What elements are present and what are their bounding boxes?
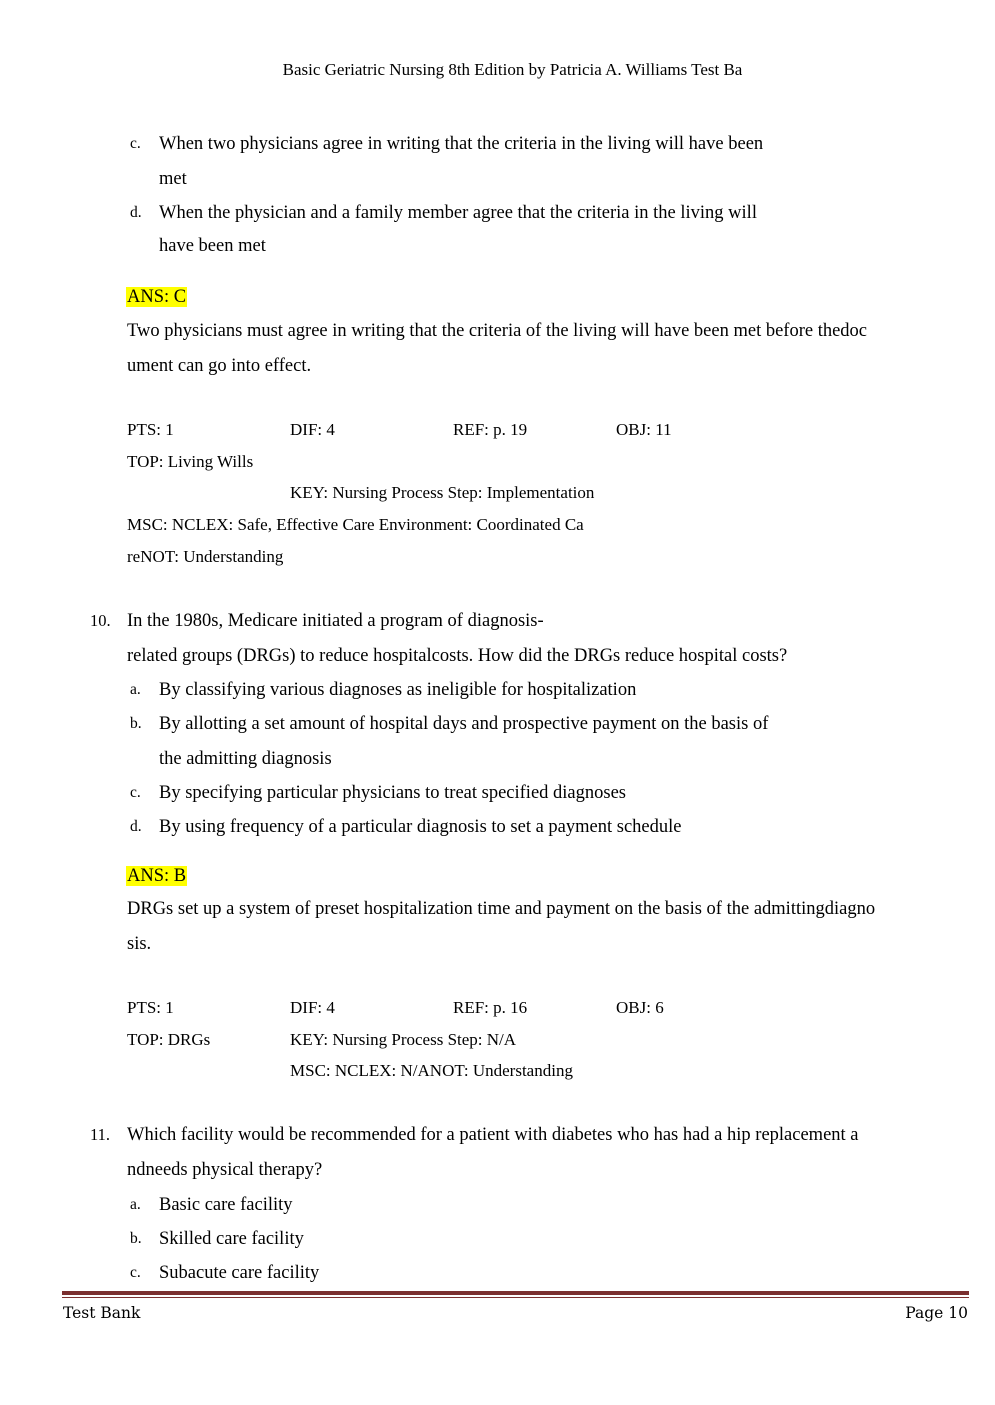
- q11-option-b-letter: b.: [130, 1230, 142, 1247]
- q9-answer: ANS: C: [127, 287, 187, 307]
- q10-option-d-letter: d.: [130, 818, 142, 835]
- q9-option-d-line1: When the physician and a family member agree that the criteria in the living will: [159, 203, 757, 223]
- q9-option-c-letter: c.: [130, 135, 141, 152]
- q10-option-c: By specifying particular physicians to treat specified diagnoses: [159, 783, 626, 803]
- q9-obj: OBJ: 11: [616, 420, 672, 439]
- q10-option-d: By using frequency of a particular diagnosis to set a payment schedule: [159, 817, 682, 837]
- q10-number: 10.: [90, 611, 111, 630]
- q9-option-c-line1: When two physicians agree in writing that the criteria in the living will have been: [159, 134, 764, 154]
- q10-option-b-letter: b.: [130, 715, 142, 732]
- q11-option-c-letter: c.: [130, 1264, 141, 1281]
- q9-ref: REF: p. 19: [453, 420, 528, 439]
- footer-left: Test Bank: [63, 1304, 141, 1322]
- q10-answer: ANS: B: [127, 866, 187, 886]
- q11-option-a-letter: a.: [130, 1196, 141, 1213]
- q10-rationale-line1: DRGs set up a system of preset hospitalization time and payment on the basis of the admittingdiagno: [127, 899, 876, 919]
- q10-rationale-line2: sis.: [127, 934, 152, 954]
- q9-dif: DIF: 4: [290, 420, 335, 439]
- q11-number: 11.: [90, 1125, 111, 1144]
- q10-option-b-line2: the admitting diagnosis: [159, 749, 332, 769]
- q9-msc-line1: MSC: NCLEX: Safe, Effective Care Environment: Coordinated Ca: [127, 515, 584, 534]
- q10-stem-line2: related groups (DRGs) to reduce hospitalcosts. How did the DRGs reduce hospital costs?: [127, 646, 788, 666]
- q9-option-c-line2: met: [159, 169, 187, 189]
- q10-obj: OBJ: 6: [616, 998, 664, 1017]
- q10-topic: TOP: DRGs: [127, 1030, 211, 1049]
- q9-key: KEY: Nursing Process Step: Implementation: [290, 483, 595, 502]
- q9-msc-line2: reNOT: Understanding: [127, 547, 284, 566]
- q11-stem-line2: ndneeds physical therapy?: [127, 1160, 323, 1180]
- q10-stem-line1: In the 1980s, Medicare initiated a program of diagnosis-: [127, 611, 544, 631]
- q10-option-a: By classifying various diagnoses as ineligible for hospitalization: [159, 680, 637, 700]
- q10-option-c-letter: c.: [130, 784, 141, 801]
- q10-pts: PTS: 1: [127, 998, 174, 1017]
- footer-rule-thick: [62, 1291, 969, 1295]
- q11-option-a: Basic care facility: [159, 1195, 293, 1215]
- q10-key: KEY: Nursing Process Step: N/A: [290, 1030, 517, 1049]
- q9-option-d-line2: have been met: [159, 236, 266, 256]
- q10-option-b-line1: By allotting a set amount of hospital days and prospective payment on the basis of: [159, 714, 769, 734]
- q10-option-a-letter: a.: [130, 681, 141, 698]
- q11-stem-line1: Which facility would be recommended for a patient with diabetes who has had a hip replacement a: [127, 1125, 859, 1145]
- q10-dif: DIF: 4: [290, 998, 335, 1017]
- q9-topic: TOP: Living Wills: [127, 452, 254, 471]
- q9-pts: PTS: 1: [127, 420, 174, 439]
- running-header: Basic Geriatric Nursing 8th Edition by Patricia A. Williams Test Ba: [282, 60, 743, 79]
- q9-rationale-line1: Two physicians must agree in writing that the criteria of the living will have been met before thedoc: [127, 321, 868, 341]
- footer-rule-thin: [62, 1297, 969, 1298]
- q10-ref: REF: p. 16: [453, 998, 528, 1017]
- page-number: Page 10: [905, 1304, 968, 1322]
- q9-rationale-line2: ument can go into effect.: [127, 356, 312, 376]
- q11-option-c: Subacute care facility: [159, 1263, 320, 1283]
- q10-msc: MSC: NCLEX: N/ANOT: Understanding: [290, 1061, 573, 1080]
- q11-option-b: Skilled care facility: [159, 1229, 304, 1249]
- q9-option-d-letter: d.: [130, 204, 142, 221]
